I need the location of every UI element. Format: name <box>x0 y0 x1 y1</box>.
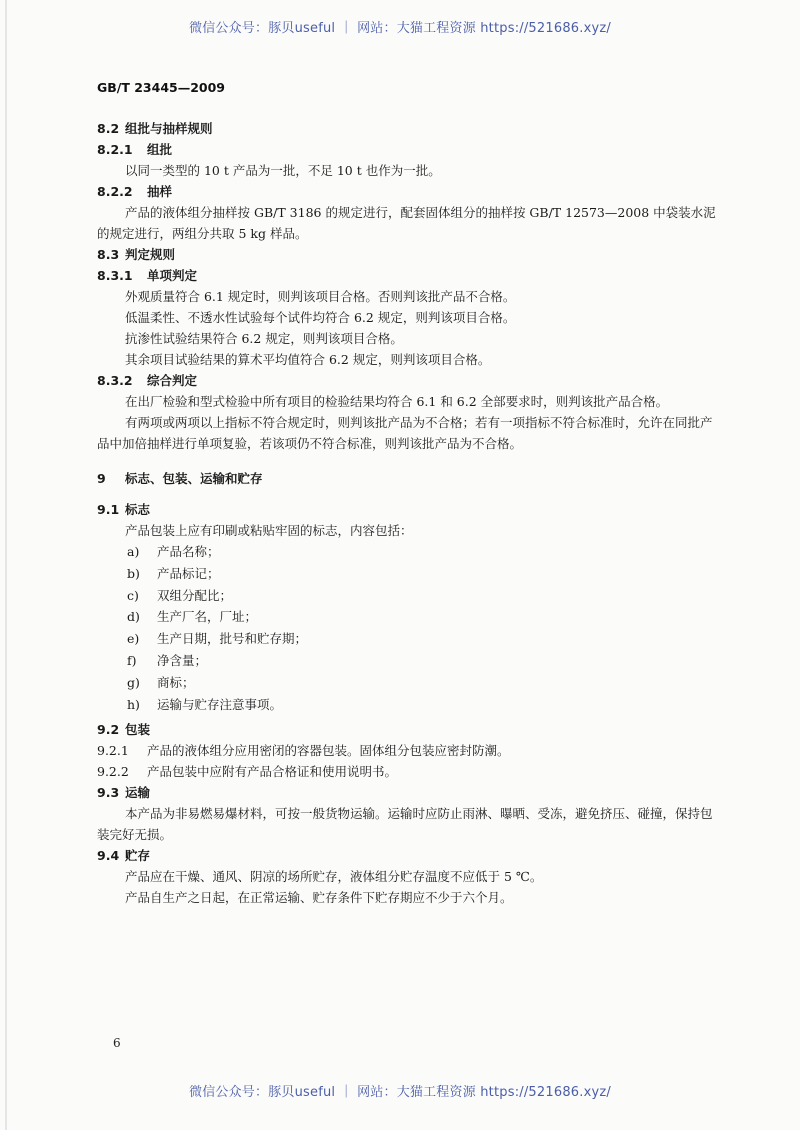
section-number: 9 <box>97 471 106 486</box>
list-item-text: 运输与贮存注意事项。 <box>157 696 283 712</box>
standard-code: GB/T 23445—2009 <box>97 80 226 95</box>
section-title: 综合判定 <box>147 373 198 388</box>
list-item <box>97 606 722 628</box>
list-item <box>97 672 722 694</box>
heading-8-3-1 <box>97 265 722 286</box>
heading-9-4 <box>97 845 722 866</box>
list-item-label: a) <box>127 544 140 559</box>
list-item-text: 商标； <box>157 674 195 690</box>
list-item-text: 生产日期，批号和贮存期； <box>157 631 308 647</box>
heading-9-1 <box>97 499 722 520</box>
list-item-label: h) <box>127 696 140 712</box>
list-item-text: 产品名称； <box>157 544 220 559</box>
page-number: 6 <box>113 1036 121 1050</box>
list-item-label: d) <box>127 609 140 625</box>
clause-text: 产品包装中应附有产品合格证和使用说明书。 <box>147 764 398 780</box>
list-item <box>97 585 722 607</box>
paragraph: 有两项或两项以上指标不符合规定时，则判该批产品为不合格；若有一项指标不符合标准时，允许在同批产品中加倍抽样进行单项复验，若该项仍不符合标准，则判该批产品为不合格。 <box>97 415 713 451</box>
paragraph: 低温柔性、不透水性试验每个试件均符合 6.2 规定，则判该项目合格。 <box>125 310 516 325</box>
section-title: 标志、包装、运输和贮存 <box>125 471 263 486</box>
section-number: 8.2.2 <box>97 184 133 199</box>
list-item-label: g) <box>127 674 140 690</box>
section-number: 8.3.1 <box>97 268 133 283</box>
list-item-text: 生产厂名，厂址； <box>157 609 258 625</box>
section-title: 判定规则 <box>125 247 176 262</box>
heading-8-2-2 <box>97 181 722 202</box>
section-number: 9.4 <box>97 848 120 864</box>
section-number: 9.2.2 <box>97 764 129 780</box>
clause-9-2-1 <box>97 740 722 761</box>
list-item <box>97 628 722 650</box>
section-number: 9.2 <box>97 722 120 738</box>
clause-text: 产品的液体组分应用密闭的容器包装。固体组分包装应密封防潮。 <box>147 743 510 759</box>
watermark-bottom: 微信公众号：豚贝useful ｜ 网站：大猫工程资源 https://521686.xyz/ <box>189 1085 611 1100</box>
paragraph: 产品的液体组分抽样按 GB/T 3186 的规定进行，配套固体组分的抽样按 GB/T 12573—2008 中袋装水泥的规定进行，两组分共取 5 kg 样品。 <box>97 205 716 241</box>
section-title: 贮存 <box>125 848 151 864</box>
section-title: 组批 <box>147 142 173 157</box>
list-item <box>97 541 722 563</box>
section-title: 标志 <box>125 502 151 517</box>
section-number: 8.3 <box>97 247 120 262</box>
paragraph: 以同一类型的 10 t 产品为一批，不足 10 t 也作为一批。 <box>125 163 441 178</box>
paragraph: 在出厂检验和型式检验中所有项目的检验结果均符合 6.1 和 6.2 全部要求时，则判该批产品合格。 <box>125 394 669 409</box>
heading-9 <box>97 468 722 489</box>
section-number: 9.1 <box>97 502 120 517</box>
list-item-label: e) <box>127 631 140 647</box>
list-item-text: 产品标记； <box>157 565 220 581</box>
list-item <box>97 650 722 672</box>
section-title: 包装 <box>125 722 151 738</box>
heading-8-2-1 <box>97 139 722 160</box>
heading-8-2 <box>97 118 722 139</box>
clause-9-2-2 <box>97 761 722 782</box>
section-title: 运输 <box>125 785 151 801</box>
paragraph: 产品包装上应有印刷或粘贴牢固的标志，内容包括： <box>125 523 413 538</box>
list-item-text: 双组分配比； <box>157 587 233 603</box>
section-number: 9.3 <box>97 785 120 801</box>
list-item <box>97 694 722 716</box>
section-number: 8.3.2 <box>97 373 133 388</box>
paragraph: 产品自生产之日起，在正常运输、贮存条件下贮存期应不少于六个月。 <box>125 890 513 906</box>
heading-8-3-2 <box>97 370 722 391</box>
document-body <box>97 118 722 908</box>
heading-9-3 <box>97 782 722 803</box>
heading-9-2 <box>97 719 722 740</box>
list-item-label: b) <box>127 565 140 581</box>
section-title: 组批与抽样规则 <box>125 121 213 136</box>
list-item-label: f) <box>127 652 137 668</box>
paragraph: 本产品为非易燃易爆材料，可按一般货物运输。运输时应防止雨淋、曝晒、受冻，避免挤压、碰撞，保持包装完好无损。 <box>97 806 713 843</box>
paragraph: 产品应在干燥、通风、阴凉的场所贮存，液体组分贮存温度不应低于 5 ℃。 <box>125 869 543 885</box>
list-item-label: c) <box>127 587 139 603</box>
paragraph: 抗渗性试验结果符合 6.2 规定，则判该项目合格。 <box>125 331 403 346</box>
section-number: 8.2 <box>97 121 120 136</box>
heading-8-3 <box>97 244 722 265</box>
section-title: 抽样 <box>147 184 173 199</box>
section-number: 9.2.1 <box>97 743 129 759</box>
paragraph: 外观质量符合 6.1 规定时，则判该项目合格。否则判该批产品不合格。 <box>125 289 516 304</box>
watermark-top: 微信公众号：豚贝useful ｜ 网站：大猫工程资源 https://521686.xyz/ <box>189 21 611 36</box>
list-item-text: 净含量； <box>157 652 208 668</box>
list-item <box>97 563 722 585</box>
paragraph: 其余项目试验结果的算术平均值符合 6.2 规定，则判该项目合格。 <box>125 352 491 367</box>
section-title: 单项判定 <box>147 268 198 283</box>
section-number: 8.2.1 <box>97 142 133 157</box>
